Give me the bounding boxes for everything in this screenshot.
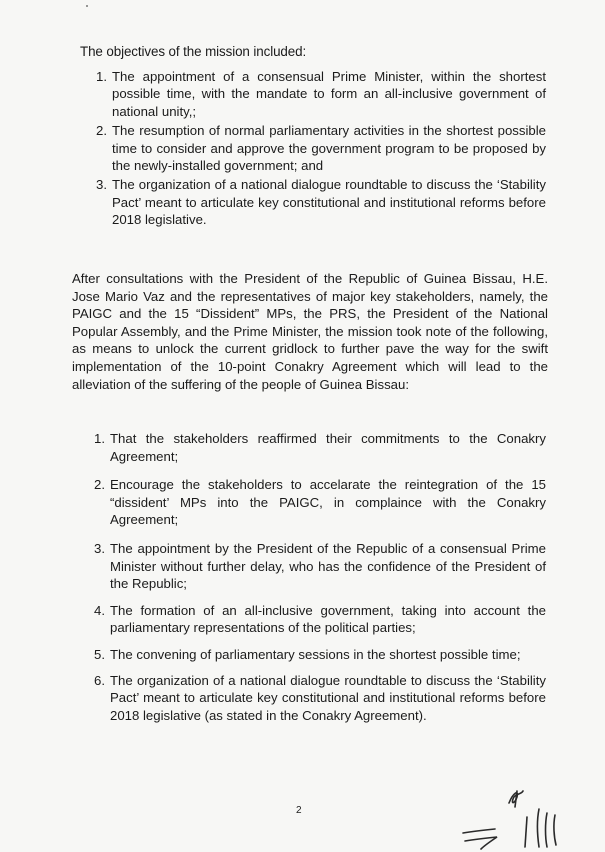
list-item — [96, 176, 546, 228]
item-number: 5. — [94, 646, 105, 662]
signature-strokes — [463, 791, 556, 849]
list-item — [94, 430, 546, 465]
item-number: 1. — [96, 69, 107, 84]
item-text: The formation of an all-inclusive government, taking into account the parliamentary representations of the political parties; — [110, 602, 546, 636]
objectives-heading: The objectives of the mission included: — [80, 44, 307, 59]
item-number: 3. — [96, 177, 107, 193]
list-item — [96, 68, 546, 120]
objectives-list — [96, 68, 546, 231]
item-text: The convening of parliamentary sessions in the shortest possible time; — [110, 646, 521, 662]
list-item — [94, 672, 546, 725]
item-text: The appointment of a consensual Prime Minister, within the shortest possible time, with the mandate to form an all-inclusive government of national unity,; — [112, 69, 546, 119]
item-text: The organization of a national dialogue roundtable to discuss the ‘Stability Pact’ meant to articulate key constitutional and institutional reforms before 2018 legislative (as stated in the Conakry Agreement). — [110, 672, 546, 723]
item-text: Encourage the stakeholders to accelarate the reintegration of the 15 “dissident’ MPs into the PAIGC, in complaince with the Conakry Agreement; — [110, 477, 546, 528]
item-text: The resumption of normal parliamentary activities in the shortest possible time to consider and approve the government program to be proposed by the newly-installed government; and — [112, 123, 546, 174]
item-number: 3. — [94, 540, 105, 556]
item-number: 2. — [96, 123, 107, 139]
item-text: The organization of a national dialogue roundtable to discuss the ‘Stability Pact’ meant to articulate key constitutional and institutional reforms before 2018 legislative. — [112, 177, 546, 228]
item-number: 2. — [94, 477, 105, 493]
consultation-paragraph: After consultations with the President of the Republic of Guinea Bissau, H.E. Jose Mario Vaz and the representatives of major key stakeholders, namely, the PAIGC and the 15 “Dissident” MPs, the PRS, the President of the National Popular Assembly, and the Prime Minister, the mission took note of the following, as means to unlock the current gridlock to further pave the way for the swift implementation of the 10-point Conakry Agreement which will lead to the alleviation of the suffering of the people of Guinea Bissau: — [72, 271, 548, 392]
page-number: 2 — [296, 805, 302, 816]
scan-speck — [86, 5, 88, 7]
list-item — [94, 602, 546, 637]
item-text: That the stakeholders reaffirmed their commitments to the Conakry Agreement; — [110, 431, 546, 464]
list-item — [94, 540, 546, 593]
list-item — [94, 646, 546, 664]
list-item — [96, 122, 546, 174]
item-number: 1. — [94, 431, 105, 446]
handwritten-initials-signature — [455, 785, 570, 850]
item-text: The appointment by the President of the Republic of a consensual Prime Minister without further delay, who has the confidence of the President of the Republic; — [110, 540, 546, 592]
item-number: 6. — [94, 672, 105, 688]
recommendations-list — [94, 430, 546, 724]
item-number: 4. — [94, 602, 105, 618]
list-item — [94, 476, 546, 529]
